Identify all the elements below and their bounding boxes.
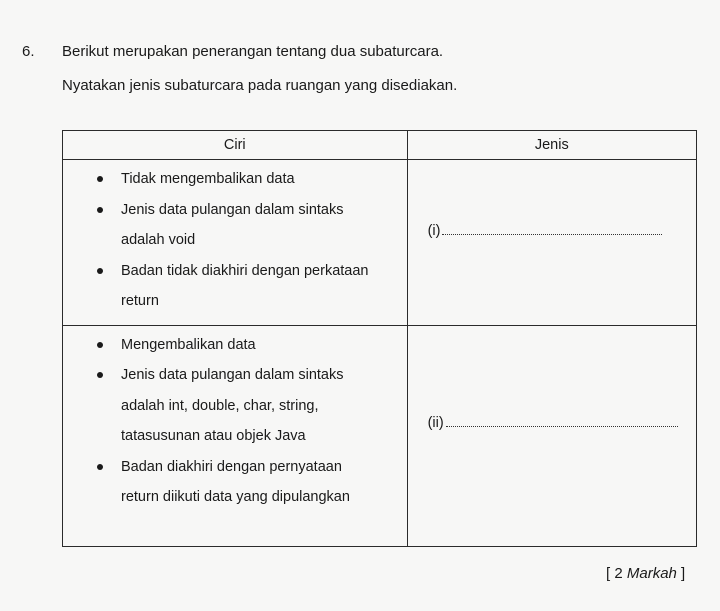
list-item: [87, 360, 399, 452]
ciri-list-1: [87, 164, 399, 317]
list-item-line: Jenis data pulangan dalam sintaks: [121, 367, 344, 383]
list-item-line: return: [121, 293, 159, 309]
marks-label: [606, 565, 685, 582]
list-item: [87, 452, 399, 513]
list-item-line: adalah void: [121, 232, 196, 248]
list-item-line: Badan tidak diakhiri dengan perkataan: [121, 262, 369, 279]
answer-slot-i[interactable]: [428, 222, 663, 239]
jenis-cell-1[interactable]: [407, 160, 696, 326]
list-item-line: Mengembalikan data: [121, 336, 256, 353]
answer-dotted-line: [442, 222, 662, 235]
list-item-line: return diikuti data yang dipulangkan: [121, 489, 350, 505]
ciri-cell-1: [63, 160, 408, 326]
list-item-line: Tidak mengembalikan data: [121, 171, 295, 187]
list-item-line: adalah int, double, char, string,: [121, 397, 319, 414]
table-row: [63, 160, 697, 326]
jenis-cell-2[interactable]: [407, 325, 696, 546]
answer-slot-ii[interactable]: [428, 414, 678, 431]
question-instruction: Nyatakan jenis subaturcara pada ruangan yang disediakan.: [62, 77, 458, 94]
list-item-line: Jenis data pulangan dalam sintaks: [121, 201, 344, 218]
header-ciri: Ciri: [63, 131, 408, 160]
header-jenis: Jenis: [407, 131, 696, 160]
list-item: [87, 164, 399, 195]
marks-open: [ 2: [606, 565, 627, 582]
list-item: [87, 330, 399, 361]
answer-label: (i): [427, 223, 441, 239]
marks-close: ]: [676, 565, 686, 582]
list-item-line: tatasusunan atau objek Java: [121, 428, 306, 444]
ciri-cell-2: [63, 325, 408, 546]
table-row: [63, 325, 697, 546]
list-item: [87, 195, 399, 256]
marks-word: Markah: [626, 565, 677, 582]
list-item: [87, 256, 399, 317]
list-item-line: Badan diakhiri dengan pernyataan: [121, 458, 342, 475]
answer-dotted-line: [446, 414, 678, 427]
question-number: 6.: [22, 43, 35, 60]
table-header-row: [63, 131, 697, 160]
answer-table: [62, 130, 697, 547]
answer-label: (ii): [427, 414, 444, 431]
question-intro: Berikut merupakan penerangan tentang dua subaturcara.: [62, 43, 444, 60]
ciri-list-2: [87, 330, 399, 513]
